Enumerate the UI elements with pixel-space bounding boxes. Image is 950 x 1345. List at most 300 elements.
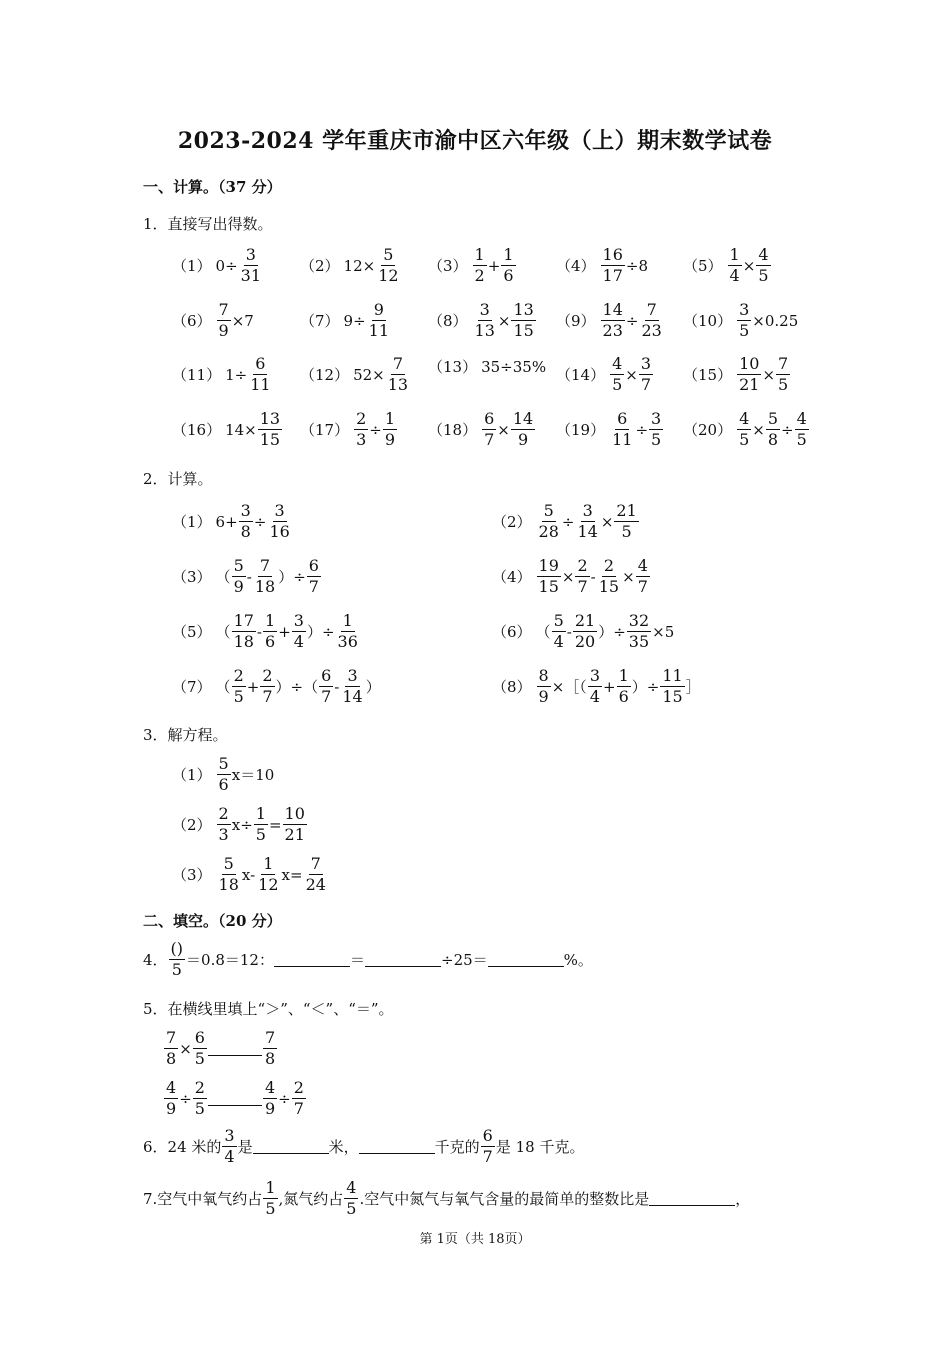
fraction [292,1080,306,1117]
expr-text: ）÷ [306,623,335,641]
fraction-numerator: 7 [646,300,657,319]
fraction [164,1080,178,1117]
fraction [232,613,256,650]
fraction [164,1030,178,1067]
expr-text: ， [735,1190,751,1208]
fraction [217,856,241,893]
fraction-denominator: 7 [262,687,273,706]
fraction-numerator: 2 [293,1078,304,1097]
fraction [614,503,638,540]
fraction [573,613,597,650]
fraction-numerator: 1 [255,804,266,823]
problem-label: （4） [556,257,596,275]
expr-text: ×7 [231,311,254,330]
expr-text: 是 18 千克。 [495,1138,585,1156]
expr-text: x= [281,865,303,884]
fraction-numerator: 2 [577,556,588,575]
problem-item [172,613,361,650]
fraction-numerator: 3 [240,501,251,520]
fraction-numerator: 6 [255,354,266,373]
fraction [354,411,368,448]
fraction-denominator: 5 [171,960,182,979]
expr-text: 0÷ [215,256,238,275]
fraction-numerator: 5 [218,754,229,773]
problem-label: （7） [172,678,212,696]
problem-item [492,503,640,540]
problem-item [172,558,322,595]
fraction-denominator: 5 [612,375,623,394]
fraction [636,558,650,595]
fraction-denominator: 18 [218,875,239,894]
problem-label: （5） [683,257,723,275]
q2-prompt: 2．计算。 [143,470,213,488]
fraction-denominator: 9 [264,1099,276,1118]
problem-label: （3） [172,866,212,884]
fraction-denominator: 6 [265,632,276,651]
fraction-denominator: 36 [337,632,358,651]
fraction-denominator: 8 [264,1049,276,1068]
fraction-denominator: 4 [553,632,564,651]
problem-label: （4） [492,568,532,586]
fraction-denominator: 9 [517,430,529,449]
expr-text: ）÷ [278,568,306,586]
fraction-numerator: 7 [259,556,271,575]
fraction-denominator: 14 [577,522,598,541]
fraction [639,302,663,339]
fraction [795,411,809,448]
expr-text: 52× [353,365,385,384]
fraction [217,756,231,793]
answer-blank[interactable] [365,952,441,967]
fraction-numerator: 8 [538,666,549,685]
fraction-denominator: 35 [628,632,650,651]
problem-item [428,356,546,377]
problem-item [556,411,664,448]
expr-text: （ [535,623,551,641]
problem-label: （17） [300,421,350,439]
fraction-numerator: 6 [194,1028,205,1047]
fraction-numerator: () [170,939,184,958]
problem-item [683,411,810,448]
problem-item [492,668,701,705]
expr-text: x- [241,865,256,884]
fraction-denominator: 5 [758,266,769,285]
answer-blank[interactable] [649,1191,735,1206]
problem-item [683,302,798,339]
fraction-numerator: 21 [616,501,637,520]
expr-text: ×0.25 [752,311,799,330]
fraction [263,1080,277,1117]
fraction-numerator: 1 [265,1178,276,1197]
problem-item [172,503,293,540]
fraction-numerator: 2 [233,666,244,685]
fraction-denominator: 20 [574,632,596,651]
fraction-denominator: 4 [589,687,600,706]
expr-text: - [256,622,262,641]
fraction-denominator: 3 [218,825,229,844]
fraction [776,356,790,393]
q5-line1 [163,1030,278,1067]
answer-blank[interactable] [253,1139,329,1154]
fraction-denominator: 15 [513,321,534,340]
fraction-denominator: 16 [269,522,290,541]
fraction-denominator: 8 [166,1049,177,1068]
fraction [473,247,487,284]
fraction [537,503,561,540]
problem-item [172,806,308,843]
expr-text: - [334,677,340,696]
expr-text: ）÷ [598,623,626,641]
fraction-denominator: 28 [538,522,559,541]
expr-text: ＝ [349,951,365,969]
fraction-denominator: 3 [356,430,367,449]
fraction-denominator: 6 [218,775,229,794]
fraction-numerator: 2 [603,556,615,575]
fraction-numerator: 5 [553,611,564,630]
expr-text: 6+ [215,512,238,531]
fraction [610,411,634,448]
problem-label: （12） [300,366,350,384]
problem-label: （13） [428,358,478,376]
fraction-denominator: 23 [641,321,662,340]
problem-label: （3） [172,568,212,586]
fraction [601,302,625,339]
fraction [169,941,185,978]
expr-text: ÷ [561,512,575,531]
answer-blank[interactable] [274,952,350,967]
fraction-denominator: 12 [258,875,279,894]
fraction-numerator: 14 [512,409,534,428]
fraction-numerator: 2 [194,1078,205,1097]
fraction-numerator: 3 [479,300,490,319]
q3-prompt: 3．解方程。 [143,726,228,744]
fraction [193,1030,207,1067]
fraction-numerator: 7 [310,854,321,873]
fraction-denominator: 9 [218,321,229,340]
fraction-denominator: 5 [796,430,807,449]
fraction-denominator: 4 [729,266,740,285]
fraction-numerator: 6 [617,409,628,428]
expr-text: （ [215,678,231,696]
expr-text: x＝10 [231,766,275,784]
fraction-numerator: 1 [503,245,514,264]
expr-text: 12× [343,256,376,275]
fraction-denominator: 7 [293,1099,304,1118]
fraction [737,411,751,448]
expr-text: ） [365,678,381,696]
fraction-denominator: 15 [662,687,683,706]
fraction-numerator: 1 [618,666,629,685]
fraction-numerator: 3 [582,501,593,520]
fraction [756,247,770,284]
expr-text: ÷25＝ [441,951,488,969]
fraction-numerator: 4 [612,354,623,373]
expr-text: ÷ [369,420,382,439]
fraction [552,613,566,650]
fraction-denominator: 12 [378,266,399,285]
fraction-numerator: 4 [166,1078,177,1097]
fraction-denominator: 5 [233,687,244,706]
expr-text: ＝0.8＝12： [186,951,274,969]
fraction-denominator: 21 [739,375,760,394]
problem-label: （1） [172,257,212,275]
fraction-numerator: 3 [651,409,662,428]
fraction-denominator: 14 [342,687,363,706]
fraction-numerator: 1 [342,611,353,630]
expr-text: × [179,1039,192,1058]
fraction-numerator: 3 [293,611,304,630]
fraction [217,302,231,339]
problem-label: （1） [172,766,212,784]
fraction-numerator: 2 [262,666,273,685]
expr-text: 35÷35% [481,357,547,376]
fraction-numerator: 1 [265,611,276,630]
problem-label: （5） [172,623,212,641]
expr-text: ÷ [781,420,794,439]
fraction-numerator: 3 [640,354,652,373]
expr-text: × [497,420,510,439]
fraction [537,558,561,595]
expr-text: × [752,420,765,439]
page-footer: 第 1页（共 18页） [419,1232,531,1247]
fraction-numerator: 6 [321,666,332,685]
problem-item [172,247,264,284]
expr-text: = [268,815,282,834]
q5-line2 [163,1080,307,1117]
problem-item [556,247,648,284]
fraction-numerator: 3 [739,300,750,319]
problem-item [172,302,254,339]
expr-text: - [590,567,596,586]
problem-label: （2） [172,816,212,834]
fraction [537,668,551,705]
fraction-denominator: 13 [474,321,495,340]
fraction [575,558,589,595]
fraction-denominator: 5 [778,375,789,394]
fraction-numerator: 3 [347,666,358,685]
expr-text: + [603,677,616,696]
q4-label: 4． [143,951,168,969]
fraction [386,356,410,393]
fraction-numerator: 11 [662,666,683,685]
fraction [263,613,277,650]
expr-text: × [762,365,776,384]
fraction-numerator: 7 [166,1028,177,1047]
expr-text: 1÷ [225,365,248,384]
fraction [267,503,291,540]
fraction-denominator: 11 [250,375,271,394]
fraction-denominator: 5 [194,1099,205,1118]
fraction-numerator: 21 [574,611,596,630]
fraction-numerator: 3 [224,1126,235,1145]
fraction-denominator: 21 [284,825,305,844]
expr-text: 米， [328,1138,359,1156]
fraction-denominator: 8 [240,522,251,541]
fraction-numerator: 2 [218,804,229,823]
fraction-numerator: 6 [308,556,319,575]
fraction-numerator: 3 [274,501,285,520]
fraction-denominator: 5 [346,1199,357,1218]
problem-item [428,411,536,448]
fraction [283,806,307,843]
fraction-denominator: 15 [538,577,559,596]
fraction [766,411,780,448]
fraction-denominator: 7 [637,577,648,596]
q7-line [143,1180,750,1217]
fraction [254,806,268,843]
fraction-numerator: 5 [233,556,244,575]
fraction-numerator: 13 [513,300,534,319]
fraction-denominator: 7 [482,1147,493,1166]
problem-item [300,411,398,448]
q5-prompt: 5．在横线里填上“＞”、“＜”、“＝”。 [143,1000,394,1018]
answer-blank[interactable] [208,1091,262,1106]
expr-text: 千克的 [434,1138,480,1156]
fraction [263,1030,277,1067]
fraction-denominator: 31 [240,266,262,285]
fraction-denominator: 13 [387,375,409,394]
fraction-denominator: 8 [767,430,779,449]
problem-label: （8） [428,312,468,330]
fraction-denominator: 6 [618,687,629,706]
fraction [239,503,253,540]
answer-blank[interactable] [208,1041,262,1056]
fraction-numerator: 6 [482,1126,493,1145]
expr-text: × [625,365,638,384]
fraction-denominator: 9 [538,687,549,706]
problem-label: （6） [492,623,532,641]
fraction-numerator: 10 [739,354,760,373]
fraction-denominator: 7 [484,430,495,449]
problem-label: （2） [492,513,532,531]
fraction-numerator: 17 [233,611,254,630]
expr-text: ÷ [253,512,267,531]
expr-text: ÷ [635,420,649,439]
fraction-numerator: 5 [543,501,554,520]
fraction-denominator: 7 [577,577,588,596]
fraction-denominator: 24 [305,875,326,894]
fraction [319,668,333,705]
fraction-numerator: 5 [223,854,234,873]
fraction-denominator: 11 [368,321,390,340]
fraction-numerator: 3 [589,666,600,685]
problem-label: （1） [172,513,212,531]
fraction [232,668,246,705]
expr-text: × [622,567,635,586]
expr-text: ÷ [179,1089,192,1108]
fraction-numerator: 7 [392,354,404,373]
fraction [639,356,653,393]
fraction-numerator: 7 [218,300,229,319]
fraction-denominator: 6 [503,266,514,285]
fraction-numerator: 7 [778,354,789,373]
fraction-numerator: 4 [796,409,807,428]
fraction-numerator: 13 [259,409,281,428]
expr-text: - [566,622,572,641]
expr-text: （ [215,568,231,586]
fraction-numerator: 16 [602,245,623,264]
fraction-numerator: 3 [245,245,256,264]
problem-item [556,302,665,339]
fraction-numerator: 19 [538,556,559,575]
fraction-denominator: 23 [602,321,623,340]
problem-label: （6） [172,312,212,330]
fraction-numerator: 4 [346,1178,357,1197]
fraction-numerator: 10 [284,804,305,823]
fraction-denominator: 5 [194,1049,205,1068]
q4-line [143,941,593,978]
fraction [258,411,282,448]
fraction [660,668,684,705]
fraction [649,411,663,448]
q1-prompt: 1．直接写出得数。 [143,215,273,233]
problem-item [172,411,283,448]
problem-item [428,302,537,339]
fraction-denominator: 4 [224,1147,235,1166]
problem-item [300,302,392,339]
fraction-numerator: 5 [767,409,779,428]
problem-label: （20） [683,421,733,439]
fraction [617,668,631,705]
problem-label: （7） [300,312,340,330]
expr-text: .空气中氮气与氧气含量的最简单的整数比是 [359,1190,650,1208]
expr-text: ,氮气约占 [278,1190,344,1208]
fraction-denominator: 9 [166,1099,177,1118]
fraction [336,613,360,650]
fraction [728,247,742,284]
fraction [253,558,277,595]
expr-text: 7.空气中氧气约占 [143,1190,263,1208]
answer-blank[interactable] [359,1139,435,1154]
fraction [610,356,624,393]
expr-text: × [742,256,756,275]
fraction-numerator: 4 [758,245,769,264]
q6-line [143,1128,584,1165]
section2-heading: 二、填空。（20 分） [143,912,282,930]
fraction-denominator: 18 [254,577,276,596]
expr-text: ］ [685,678,701,696]
expr-text: × [497,311,511,330]
section1-heading: 一、计算。（37 分） [143,178,282,196]
problem-label: （19） [556,421,606,439]
fraction-numerator: 14 [602,300,623,319]
problem-item [172,856,329,893]
fraction [340,668,364,705]
fraction-denominator: 5 [739,430,750,449]
fraction-denominator: 15 [259,430,281,449]
problem-label: （18） [428,421,478,439]
expr-text: ÷ [625,311,639,330]
problem-label: （15） [683,366,733,384]
fraction-numerator: 4 [637,556,648,575]
fraction [263,1180,277,1217]
problem-label: （10） [683,312,733,330]
problem-item [300,247,402,284]
fraction-denominator: 7 [321,687,332,706]
fraction-denominator: 9 [384,430,396,449]
fraction-denominator: 2 [474,266,485,285]
answer-blank[interactable] [488,952,564,967]
problem-item [683,356,791,393]
expr-text: ÷8 [625,256,649,275]
expr-text: 9÷ [343,311,366,330]
fraction-numerator: 1 [263,854,274,873]
fraction-denominator: 7 [308,577,319,596]
problem-item [300,356,411,393]
fraction-denominator: 4 [293,632,304,651]
expr-text: %。 [563,951,593,969]
fraction [217,806,231,843]
